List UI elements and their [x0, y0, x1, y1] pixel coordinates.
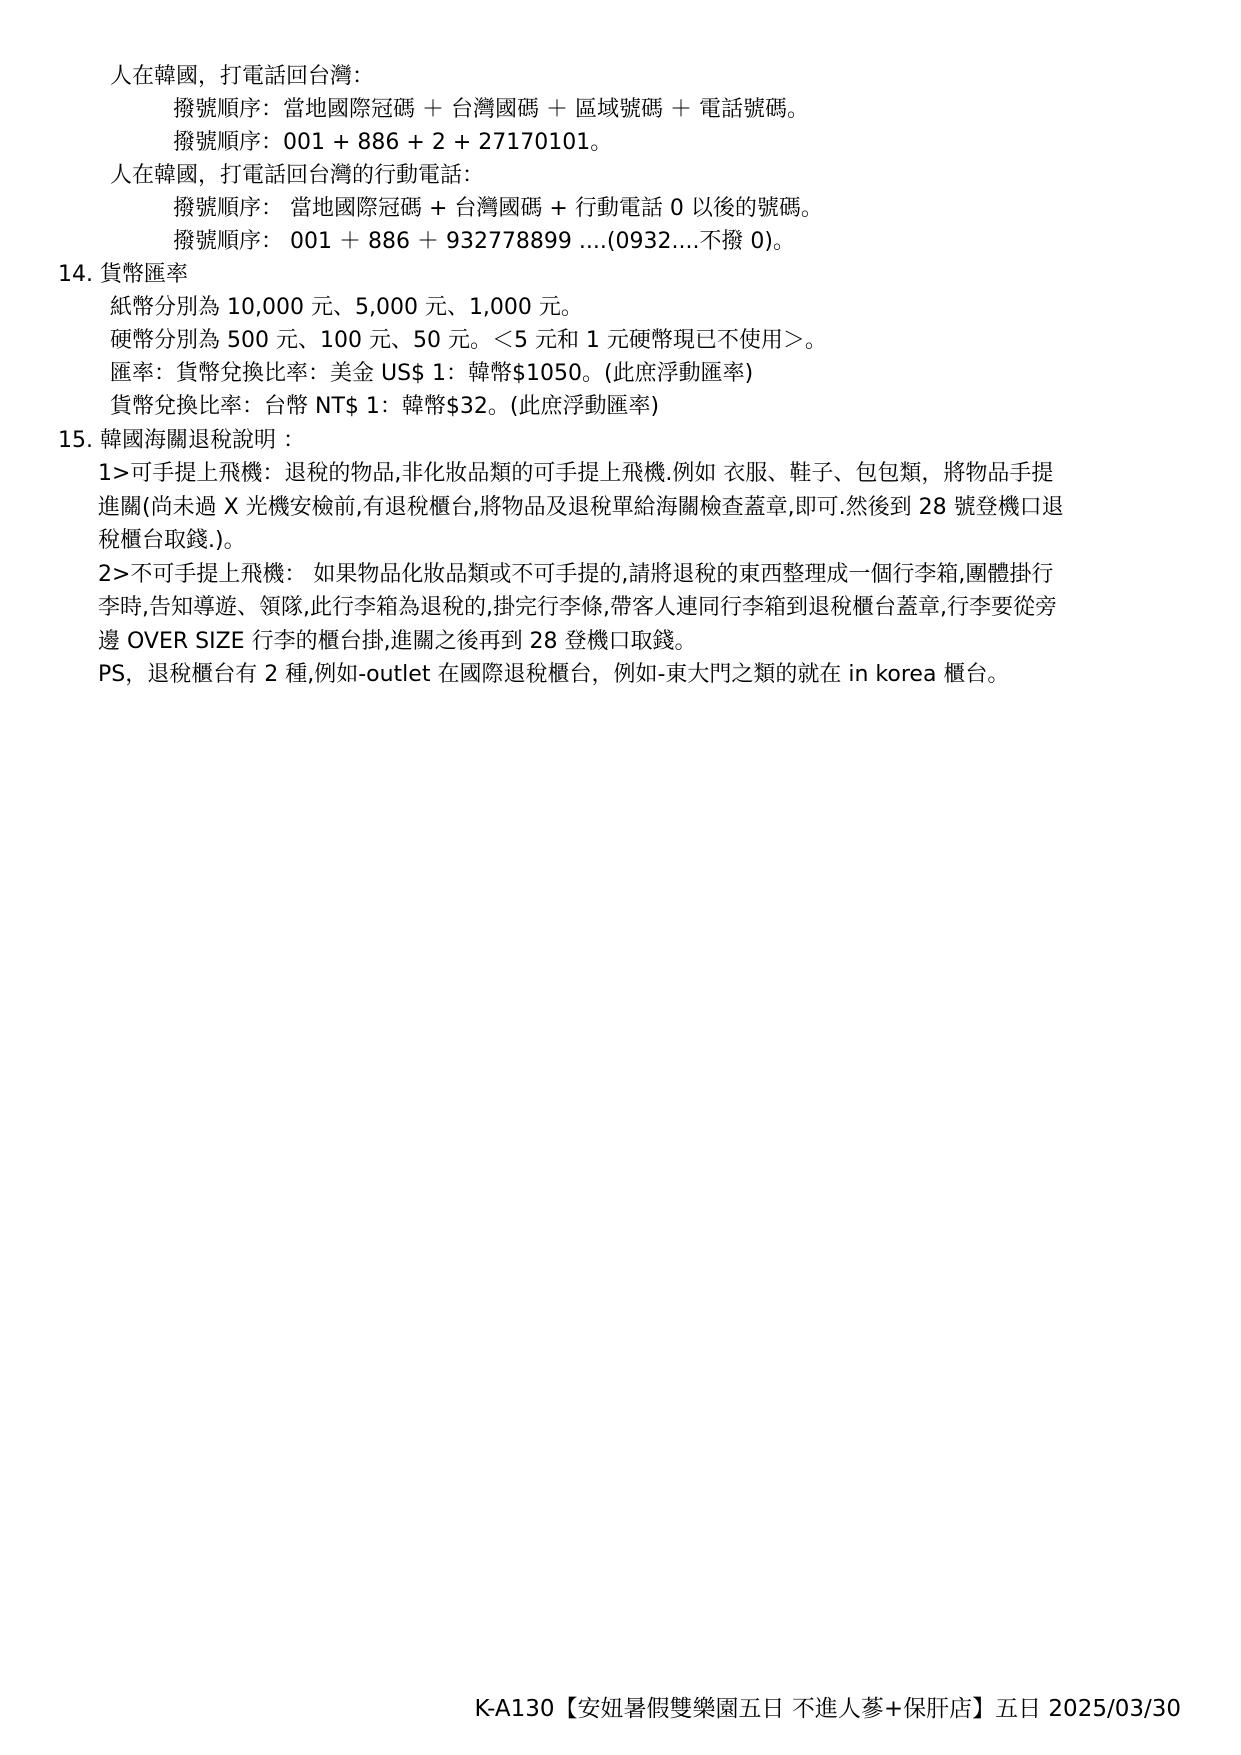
ps-note: PS，退稅櫃台有 2 種,例如-outlet 在國際退稅櫃台，例如-東大門之類的就在 in korea 櫃台。	[98, 662, 1010, 687]
checked-line-2: 李時,告知導遊、領隊,此行李箱為退稅的,掛完行李條,帶客人連同行李箱到退稅櫃台蓋章,行李要從旁	[98, 595, 1057, 620]
call-taiwan-example: 撥號順序：001 + 886 + 2 + 27170101。	[173, 130, 613, 155]
call-taiwan-title: 人在韓國，打電話回台灣：	[110, 64, 375, 89]
rate-ntd-text: 貨幣兌換比率：台幣 NT$ 1：韓幣$32。(此庶浮動匯率)	[110, 394, 660, 419]
tax-refund-heading: 15. 韓國海關退稅說明 ：	[58, 428, 305, 453]
call-taiwan-order: 撥號順序：當地國際冠碼 ＋ 台灣國碼 ＋ 區域號碼 ＋ 電話號碼。	[173, 97, 809, 122]
call-mobile-order: 撥號順序： 當地國際冠碼 + 台灣國碼 + 行動電話 0 以後的號碼。	[173, 196, 823, 221]
rate-usd-text: 匯率：貨幣兌換比率：美金 US$ 1：韓幣$1050。(此庶浮動匯率)	[110, 361, 754, 386]
carry-on-line-1: 1>可手提上飛機：退稅的物品,非化妝品類的可手提上飛機.例如 衣服、鞋子、包包類，將物品手提	[98, 461, 1054, 486]
call-mobile-example: 撥號順序： 001 ＋ 886 ＋ 932778899 ....(0932....不撥 0)。	[173, 229, 796, 254]
checked-line-3: 邊 OVER SIZE 行李的櫃台掛,進關之後再到 28 登機口取錢。	[98, 629, 697, 654]
checked-line-1: 2>不可手提上飛機： 如果物品化妝品類或不可手提的,請將退稅的東西整理成一個行李箱,團體掛行	[98, 562, 1054, 587]
carry-on-line-2: 進關(尚未過 X 光機安檢前,有退稅櫃台,將物品及退稅單給海關檢查蓋章,即可.然後到 28 號登機口退	[98, 495, 1064, 520]
coins-text: 硬幣分別為 500 元、100 元、50 元。＜5 元和 1 元硬幣現已不使用＞。	[110, 328, 827, 353]
banknotes-text: 紙幣分別為 10,000 元、5,000 元、1,000 元。	[110, 295, 583, 320]
carry-on-line-3: 稅櫃台取錢.)。	[98, 528, 246, 553]
page-footer: K-A130【安妞暑假雙樂園五日 不進人蔘+保肝店】五日 2025/03/30	[474, 1696, 1181, 1722]
currency-heading: 14. 貨幣匯率	[58, 262, 188, 287]
call-mobile-title: 人在韓國，打電話回台灣的行動電話：	[110, 163, 485, 188]
